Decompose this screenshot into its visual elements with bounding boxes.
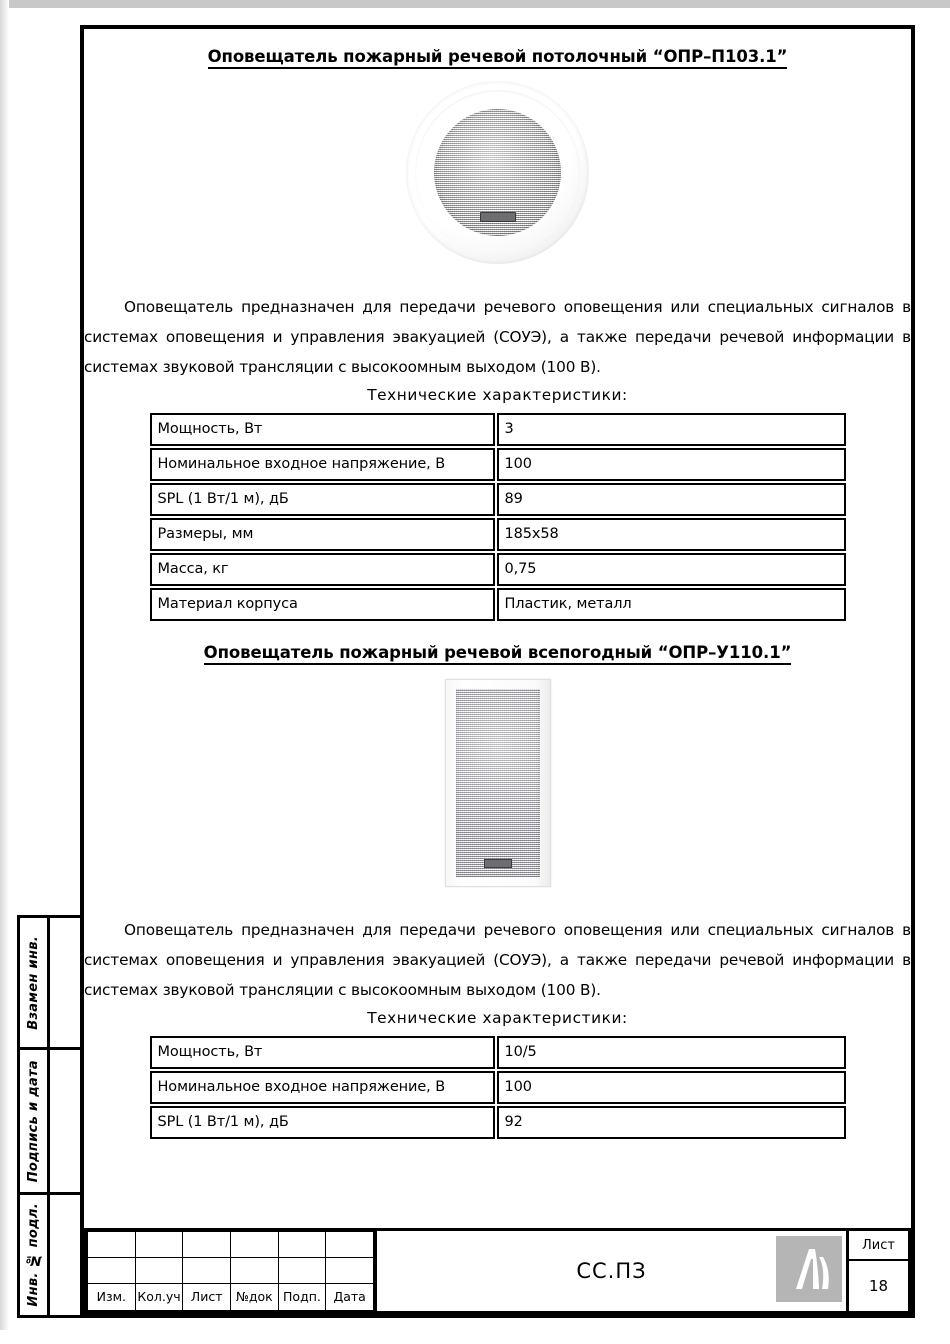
spec-value: 92 bbox=[497, 1106, 846, 1139]
revision-cell bbox=[183, 1257, 231, 1283]
ceiling-speaker-grille bbox=[434, 109, 561, 236]
sheet-number-block bbox=[849, 1228, 911, 1314]
ceiling-speaker-photo bbox=[84, 81, 911, 264]
spec-param: Размеры, мм bbox=[150, 518, 495, 551]
margin-row-podpis bbox=[20, 1050, 80, 1195]
table-row bbox=[150, 553, 846, 586]
table-row bbox=[150, 413, 846, 446]
table-row bbox=[150, 1106, 846, 1139]
margin-label-podpis: Подпись и дата bbox=[26, 1059, 41, 1183]
spec-param: Материал корпуса bbox=[150, 588, 495, 621]
wall-speaker-body bbox=[445, 679, 551, 887]
sheet-label: Лист bbox=[849, 1231, 908, 1261]
spec-param: Мощность, Вт bbox=[150, 1036, 495, 1069]
table-row bbox=[150, 483, 846, 516]
revision-header-data: Дата bbox=[326, 1283, 374, 1310]
section-title-outdoor: Оповещатель пожарный речевой всепогодный “ОПР–У110.1” bbox=[84, 643, 911, 662]
spec-value: 10/5 bbox=[497, 1036, 846, 1069]
revision-header-row bbox=[88, 1283, 374, 1310]
revision-cell bbox=[230, 1257, 278, 1283]
spec-value: Пластик, металл bbox=[497, 588, 846, 621]
table-row bbox=[150, 448, 846, 481]
specs-table-outdoor bbox=[148, 1034, 848, 1141]
revision-cell bbox=[278, 1257, 326, 1283]
spec-value: 89 bbox=[497, 483, 846, 516]
revision-table bbox=[84, 1228, 377, 1314]
revision-cell bbox=[230, 1232, 278, 1258]
section-title-ceiling: Оповещатель пожарный речевой потолочный “ОПР–П103.1” bbox=[84, 47, 911, 66]
sheet-number: 18 bbox=[868, 1277, 889, 1295]
margin-label-podpis-cell bbox=[20, 1050, 50, 1192]
table-row bbox=[150, 518, 846, 551]
ceiling-speaker-body bbox=[406, 81, 589, 264]
specs-caption-ceiling: Технические характеристики: bbox=[367, 386, 628, 404]
revision-header-podp: Подп. bbox=[278, 1283, 326, 1310]
spec-value: 100 bbox=[497, 1071, 846, 1104]
sheet-edge-bottom bbox=[0, 1330, 950, 1344]
revision-cell bbox=[135, 1232, 183, 1258]
document-code: СС.ПЗ bbox=[576, 1259, 647, 1283]
spec-value: 185x58 bbox=[497, 518, 846, 551]
wall-speaker-photo bbox=[84, 679, 911, 887]
spec-value: 3 bbox=[497, 413, 846, 446]
table-row bbox=[150, 588, 846, 621]
description-paragraph-outdoor: Оповещатель предназначен для передачи речевого оповещения или специальных сигналов в системах оповещения и управления эвакуацией (СОУЭ), а также передачи речевой информации в системах звуковой трансляции с высокоомным выходом (100 В). bbox=[84, 921, 911, 999]
revision-grid bbox=[87, 1231, 374, 1311]
spec-param: SPL (1 Вт/1 м), дБ bbox=[150, 483, 495, 516]
description-paragraph-ceiling: Оповещатель предназначен для передачи речевого оповещения или специальных сигналов в системах оповещения и управления эвакуацией (СОУЭ), а также передачи речевой информации в системах звуковой трансляции с высокоомным выходом (100 В). bbox=[84, 298, 911, 376]
spec-param: Номинальное входное напряжение, В bbox=[150, 1071, 495, 1104]
revision-cell bbox=[326, 1232, 374, 1258]
revision-header-ndok: №док bbox=[230, 1283, 278, 1310]
revision-blank-row bbox=[88, 1257, 374, 1283]
margin-label-inv: Инв. № подл. bbox=[26, 1203, 41, 1307]
spec-value: 0,75 bbox=[497, 553, 846, 586]
wall-speaker-grille bbox=[456, 689, 540, 877]
document-content bbox=[84, 29, 911, 1219]
margin-blank-inv bbox=[50, 1195, 80, 1315]
sheet-edge-top bbox=[0, 0, 950, 8]
wall-speaker-badge bbox=[484, 859, 512, 868]
revision-header-izm: Изм. bbox=[88, 1283, 136, 1310]
margin-label-zamen: Взамен инв. bbox=[26, 935, 41, 1030]
specs-caption-outdoor: Технические характеристики: bbox=[367, 1009, 628, 1027]
revision-blank-row bbox=[88, 1232, 374, 1258]
revision-cell bbox=[183, 1232, 231, 1258]
margin-label-zamen-cell bbox=[20, 918, 50, 1047]
ceiling-speaker-badge bbox=[480, 212, 516, 222]
spec-param: Мощность, Вт bbox=[150, 413, 495, 446]
sheet-edge-left bbox=[0, 0, 9, 1330]
spec-value: 100 bbox=[497, 448, 846, 481]
revision-header-koluch: Кол.уч bbox=[135, 1283, 183, 1310]
revision-cell bbox=[135, 1257, 183, 1283]
spec-param: SPL (1 Вт/1 м), дБ bbox=[150, 1106, 495, 1139]
revision-header-list: Лист bbox=[183, 1283, 231, 1310]
revision-cell bbox=[88, 1257, 136, 1283]
revision-cell bbox=[278, 1232, 326, 1258]
table-row bbox=[150, 1036, 846, 1069]
left-margin-block bbox=[17, 915, 80, 1318]
margin-blank-zamen bbox=[50, 918, 80, 1047]
logo-glyph bbox=[783, 1243, 835, 1295]
spec-param: Номинальное входное напряжение, В bbox=[150, 448, 495, 481]
margin-row-zamen bbox=[20, 918, 80, 1050]
margin-blank-podpis bbox=[50, 1050, 80, 1192]
revision-cell bbox=[326, 1257, 374, 1283]
revision-cell bbox=[88, 1232, 136, 1258]
table-row bbox=[150, 1071, 846, 1104]
title-block bbox=[84, 1228, 911, 1314]
specs-table-ceiling bbox=[148, 411, 848, 623]
company-logo-icon bbox=[776, 1236, 842, 1302]
margin-row-inv bbox=[20, 1195, 80, 1315]
spec-param: Масса, кг bbox=[150, 553, 495, 586]
margin-label-inv-cell bbox=[20, 1195, 50, 1315]
